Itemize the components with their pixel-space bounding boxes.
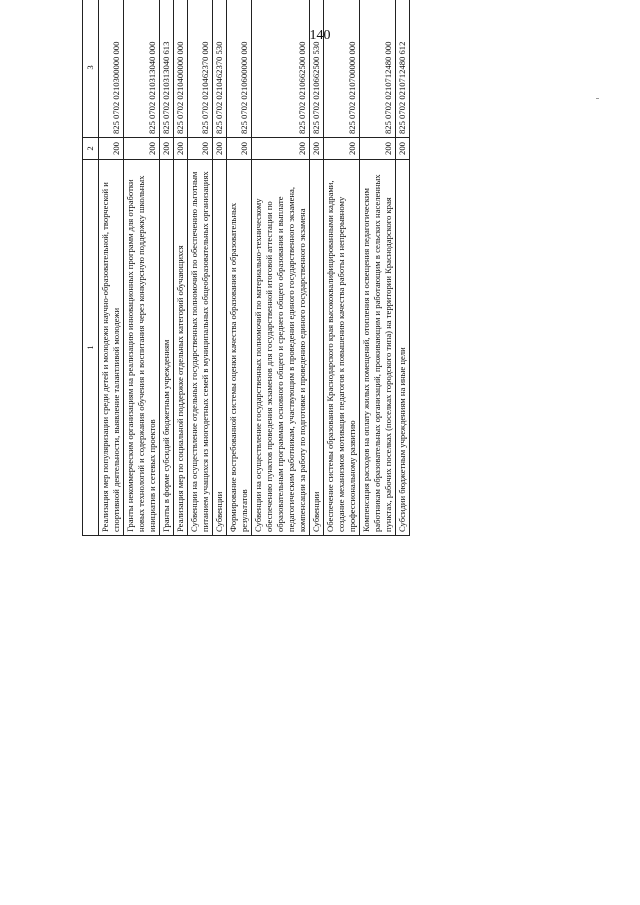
scan-speck [596, 98, 599, 99]
row-name-cell: Субвенции [310, 160, 324, 536]
row-classifier-cell: 825 0702 0210700000 000 [324, 0, 360, 138]
budget-table [82, 0, 410, 536]
table-row [310, 0, 324, 536]
row-classifier-cell: 825 0702 0210400000 000 [174, 0, 188, 138]
row-classifier-cell: 825 0702 0210712480 612 [396, 0, 410, 138]
table-row [99, 0, 124, 536]
row-code-cell: 200 [252, 138, 310, 160]
row-code-cell: 200 [188, 138, 213, 160]
row-code-cell: 200 [124, 138, 160, 160]
row-classifier-cell: 825 0702 0210313040 613 [160, 0, 174, 138]
row-name-cell: Обеспечение системы образования Краснодарского края высококвалифицированными кадрами, создание механизмов мотивации педагогов к повышению качества работы и непрерывному профессиональному развитию [324, 160, 360, 536]
row-code-cell: 200 [324, 138, 360, 160]
table-row [124, 0, 160, 536]
table-row [160, 0, 174, 536]
row-classifier-cell: 825 0702 0210462370 530 [213, 0, 227, 138]
row-name-cell: Компенсация расходов на оплату жилых помещений, отопления и освещения педагогическим работникам образовательных организаций, проживающим и работающим в сельских населенных пунктах, рабочих поселках (поселках городского типа) на территории Краснодарского края [360, 160, 396, 536]
row-name-cell: Формирование востребованной системы оценки качества образования и образовательных результатов [227, 160, 252, 536]
row-name-cell: Субвенции на осуществление отдельных государственных полномочий по обеспечению льготным питанием учащихся из многодетных семей в муниципальных общеобразовательных организациях [188, 160, 213, 536]
row-code-cell: 200 [310, 138, 324, 160]
row-classifier-cell: 825 0702 0210662500 530 [310, 0, 324, 138]
header-row [83, 0, 99, 536]
row-name-cell: Реализация мер популяризации среди детей и молодежи научно-образовательной, творческой и спортивной деятельности, выявление талантливой молодежи [99, 160, 124, 536]
row-name-cell: Субвенции на осуществление государственных полномочий по материально-техническому обеспечению пунктов проведения экзаменов для государственной итоговой аттестации по образовательным программам основного общего и среднего общего образования и выплате педагогическим работникам, участвующим в проведении единого государственного экзамена, компенсации за работу по подготовке и проведению единого государственного экзамена [252, 160, 310, 536]
row-code-cell: 200 [174, 138, 188, 160]
row-code-cell: 200 [396, 138, 410, 160]
row-name-cell: Субвенции [213, 160, 227, 536]
row-name-cell: Гранты в форме субсидий бюджетным учреждениям [160, 160, 174, 536]
row-code-cell: 200 [360, 138, 396, 160]
table-row [360, 0, 396, 536]
row-code-cell: 200 [227, 138, 252, 160]
table-row [396, 0, 410, 536]
page-number: 140 [309, 28, 331, 43]
table-row [252, 0, 310, 536]
row-code-cell: 200 [213, 138, 227, 160]
row-code-cell: 200 [160, 138, 174, 160]
row-classifier-cell: 825 0702 0210462370 000 [188, 0, 213, 138]
row-classifier-cell: 825 0702 0210300000 000 [99, 0, 124, 138]
row-classifier-cell: 825 0702 0210712480 000 [360, 0, 396, 138]
table-wrapper [82, 0, 556, 536]
header-cell: 1 [83, 160, 99, 536]
table-row [213, 0, 227, 536]
table-body [99, 0, 410, 536]
row-classifier-cell: 825 0702 0210600000 000 [227, 0, 252, 138]
row-classifier-cell: 825 0702 0210313040 000 [124, 0, 160, 138]
table-row [227, 0, 252, 536]
table-row [188, 0, 213, 536]
row-name-cell: Реализация мер по социальной поддержке отдельных категорий обучающихся [174, 160, 188, 536]
rotated-table-area [82, 41, 556, 852]
header-cell: 3 [83, 0, 99, 138]
row-classifier-cell: 825 0702 0210662500 000 [252, 0, 310, 138]
row-code-cell: 200 [99, 138, 124, 160]
table-row [324, 0, 360, 536]
row-name-cell: Субсидии бюджетным учреждениям на иные цели [396, 160, 410, 536]
table-row [174, 0, 188, 536]
row-name-cell: Гранты некоммерческим организациям на реализацию инновационных программ для отработки новых технологий и содержания обучения и воспитания через конкурсную поддержку школьных инициатив и сетевых проектов [124, 160, 160, 536]
header-cell: 2 [83, 138, 99, 160]
